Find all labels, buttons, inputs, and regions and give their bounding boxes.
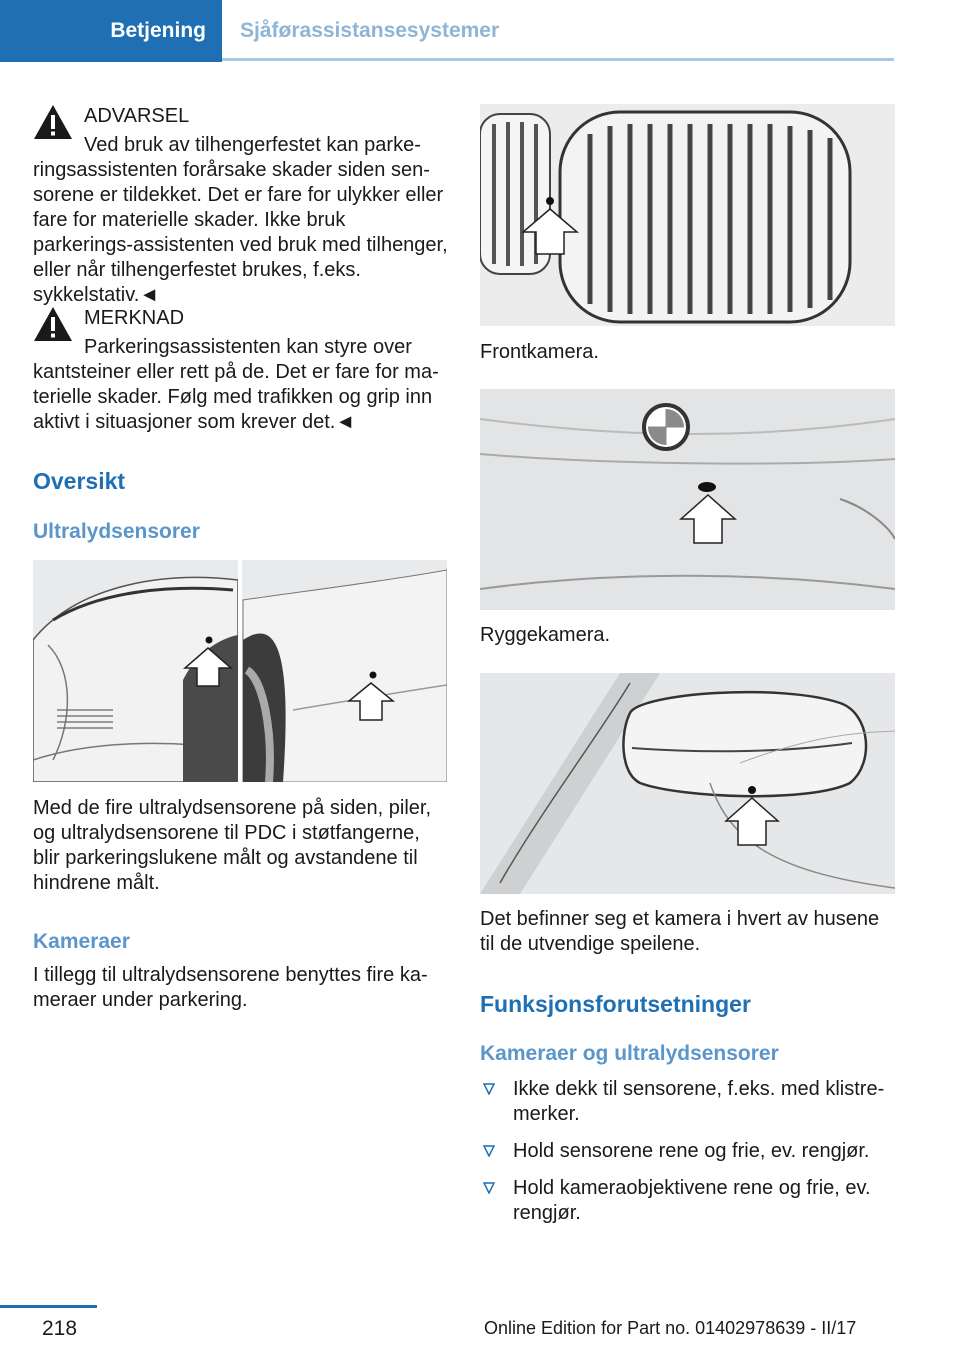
list-item-text: Ikke dekk til sensorene, f.eks. med klistre‐merker. (513, 1078, 885, 1125)
side-mirror-illustration (480, 673, 895, 894)
warning-triangle-icon (33, 306, 73, 342)
list-item (480, 1176, 895, 1226)
car-front-side-illustration (33, 560, 447, 782)
heading-cameras-sensors: Kameraer og ultralydsensorer (480, 1042, 779, 1065)
mirror-camera-illustration (480, 673, 895, 894)
cameras-description: I tillegg til ultralydsensorene benyttes fire ka‐meraer under parkering. (33, 964, 428, 1011)
chapter-tab[interactable]: Betjening (0, 0, 222, 62)
page-number: 218 (42, 1317, 78, 1340)
kidney-grille-illustration (480, 104, 895, 326)
heading-requirements: Funksjonsforutsetninger (480, 991, 751, 1017)
ultrasonic-sensors-illustration (33, 560, 447, 782)
note-first-line: Parkeringsassistenten kan styre over (84, 336, 412, 358)
edition-note: Online Edition for Part no. 01402978639 - II/17 (484, 1318, 857, 1338)
front-camera-illustration (480, 104, 895, 326)
bullet-triangle-icon (483, 1182, 495, 1194)
heading-ultrasonic: Ultralydsensorer (33, 520, 200, 543)
front-camera-caption: Frontkamera. (480, 341, 599, 363)
bullet-triangle-icon (483, 1145, 495, 1157)
warning-notice (33, 104, 448, 308)
rear-camera-illustration (480, 389, 895, 610)
rear-camera-caption: Ryggekamera. (480, 624, 611, 646)
requirements-list (480, 1077, 895, 1238)
list-item (480, 1139, 895, 1164)
bullet-triangle-icon (483, 1083, 495, 1095)
list-item-text: Hold kameraobjektivene rene og frie, ev. rengjør. (513, 1177, 871, 1224)
note-notice (33, 306, 448, 435)
note-title: MERKNAD (84, 307, 185, 329)
header-rule (222, 58, 894, 61)
heading-cameras: Kameraer (33, 930, 130, 953)
footer-rule (0, 1305, 97, 1308)
trunk-lid-illustration (480, 389, 895, 610)
warning-title: ADVARSEL (84, 105, 190, 127)
note-text: kantsteiner eller rett på de. Det er fare for ma‐terielle skader. Følg med trafikken og grip inn aktivt i situasjoner som krever det.◄ (33, 361, 439, 433)
list-item-text: Hold sensorene rene og frie, ev. rengjør. (513, 1140, 870, 1162)
list-item (480, 1077, 895, 1127)
warning-text: ringsassistenten forårsake skader siden sen‐sorene er tildekket. Det er fare for ulykker eller fare for materielle skader. Ikke bruk parkerings‐assistenten ved bruk med tilhenger, eller når tilhengerfestet brukes, f.eks. sykkelstativ.◄ (33, 159, 448, 306)
page-header (0, 0, 960, 62)
warning-first-line: Ved bruk av tilhengerfestet kan parke‐ (84, 134, 421, 156)
section-tab[interactable]: Sjåførassistansesystemer (240, 19, 500, 42)
mirror-camera-description: Det befinner seg et kamera i hvert av husene til de utvendige speilene. (480, 908, 880, 955)
ultrasonic-description: Med de fire ultralydsensorene på siden, piler, og ultralydsensorene til PDC i støtfangerne, blir parkeringslukene målt og avstandene til hindrene målt. (33, 797, 432, 894)
warning-triangle-icon (33, 104, 73, 140)
heading-overview: Oversikt (33, 468, 126, 494)
